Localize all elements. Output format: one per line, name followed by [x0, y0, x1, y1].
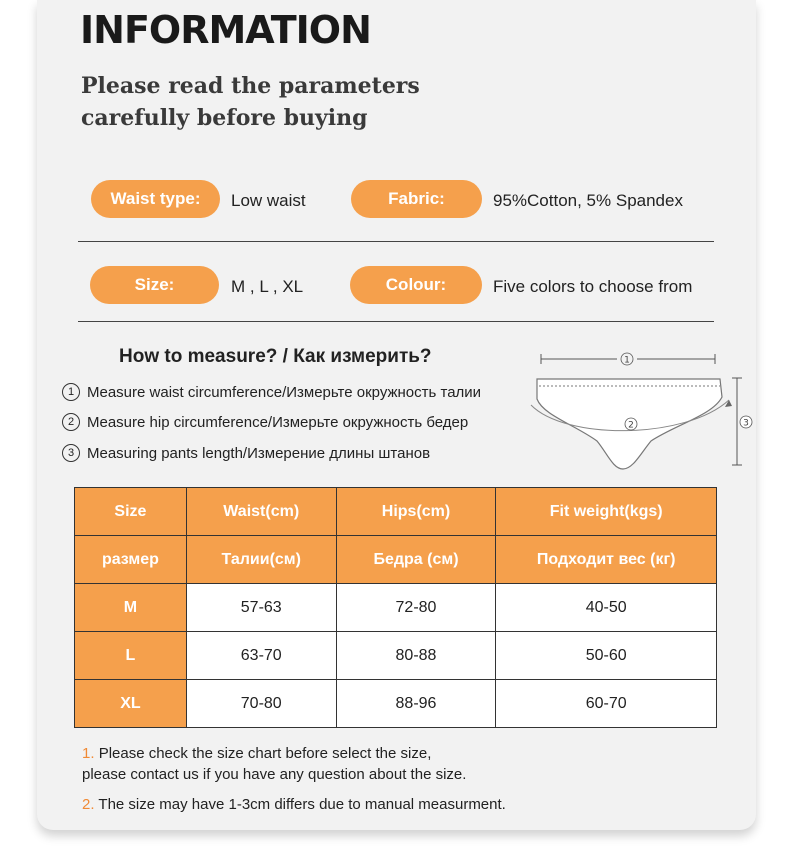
page-title: INFORMATION	[80, 8, 371, 52]
table-row	[75, 680, 717, 728]
measure-step-2	[62, 413, 468, 431]
fabric-label: Fabric:	[351, 180, 482, 218]
table-header-row-ru	[75, 536, 717, 584]
measure-step-1	[62, 383, 481, 401]
table-header-row-en	[75, 488, 717, 536]
step-number-3: 3	[62, 444, 80, 462]
waist-type-value: Low waist	[231, 191, 306, 210]
subtitle-line-2: carefully before buying	[81, 105, 368, 131]
size-cell: XL	[75, 680, 187, 728]
waist-type-label: Waist type:	[91, 180, 220, 218]
note-1-line-2: please contact us if you have any question about the size.	[82, 766, 467, 783]
diagram-mark-3: 3	[743, 418, 749, 429]
step-number-1: 1	[62, 383, 80, 401]
step-number-2: 2	[62, 413, 80, 431]
note-1-number: 1.	[82, 745, 95, 762]
note-1	[82, 743, 466, 785]
step-text-2: Measure hip circumference/Измерьте окружность бедер	[87, 413, 469, 431]
size-chart-table	[74, 487, 717, 728]
underwear-diagram-icon	[525, 345, 760, 475]
table-header-cell: Fit weight(kgs)	[496, 488, 717, 536]
diagram-mark-1: 1	[624, 355, 630, 366]
step-text-1: Measure waist circumference/Измерьте окружность талии	[87, 383, 482, 401]
fabric-value: 95%Cotton, 5% Spandex	[493, 191, 683, 210]
table-header-cell: Талии(см)	[186, 536, 336, 584]
table-cell: 40-50	[496, 584, 717, 632]
note-1-line-1: Please check the size chart before select the size,	[98, 745, 432, 762]
colour-value: Five colors to choose from	[493, 277, 693, 296]
subtitle-line-1: Please read the parameters	[81, 73, 420, 99]
table-cell: 60-70	[496, 680, 717, 728]
table-header-cell: Size	[75, 488, 187, 536]
table-cell: 63-70	[186, 632, 336, 680]
how-to-measure-heading: How to measure? / Как измерить?	[119, 346, 432, 367]
note-2	[82, 794, 506, 815]
colour-label: Colour:	[350, 266, 482, 304]
size-cell: L	[75, 632, 187, 680]
table-cell: 57-63	[186, 584, 336, 632]
table-cell: 50-60	[496, 632, 717, 680]
table-cell: 70-80	[186, 680, 336, 728]
table-row	[75, 584, 717, 632]
note-2-text: The size may have 1-3cm differs due to manual measurment.	[98, 796, 506, 813]
subtitle	[81, 70, 481, 134]
diagram-mark-2: 2	[628, 420, 634, 431]
table-cell: 80-88	[336, 632, 496, 680]
table-header-cell: Hips(cm)	[336, 488, 496, 536]
table-cell: 72-80	[336, 584, 496, 632]
table-header-cell: Waist(cm)	[186, 488, 336, 536]
size-cell: M	[75, 584, 187, 632]
table-header-cell: размер	[75, 536, 187, 584]
divider-2	[78, 321, 714, 322]
table-header-cell: Бедра (см)	[336, 536, 496, 584]
table-cell: 88-96	[336, 680, 496, 728]
size-value: M , L , XL	[231, 277, 304, 296]
measure-step-3	[62, 444, 430, 462]
table-row	[75, 632, 717, 680]
step-text-3: Measuring pants length/Измерение длины штанов	[87, 444, 431, 462]
size-label: Size:	[90, 266, 219, 304]
note-2-number: 2.	[82, 796, 95, 813]
divider-1	[78, 241, 714, 242]
table-header-cell: Подходит вес (кг)	[496, 536, 717, 584]
